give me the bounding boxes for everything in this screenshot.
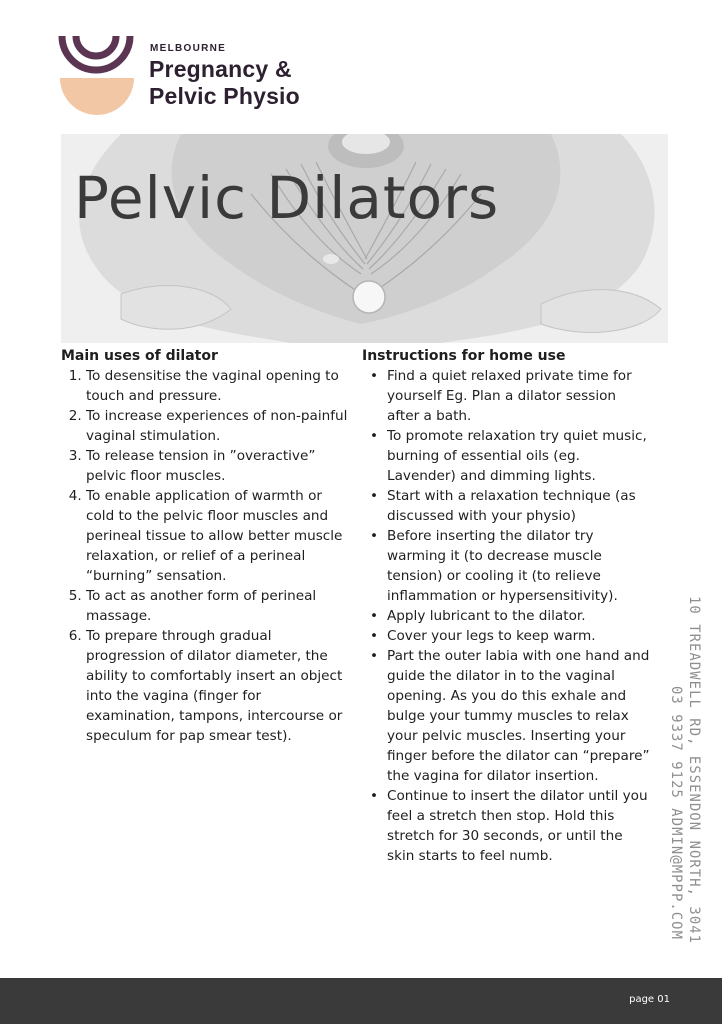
contact-address [668,596,708,956]
list-item: • Part the outer labia with one hand and guide the dilator in to the vaginal opening. As you do this exhale and bulge your tummy muscles to relax your pelvic muscles. Inserting your finger before the dilator can “prepare” the vagina for dilator insertion. [387,646,652,786]
instructions-heading: Instructions for home use [362,348,566,364]
list-item: • To promote relaxation try quiet music, burning of essential oils (eg. Lavender) and dimming lights. [387,426,652,486]
logo-mark-icon [58,32,138,118]
page-footer [0,978,722,1024]
list-item: 5. To act as another form of perineal massage. [86,586,351,626]
logo-line-1: Pregnancy & [149,56,292,82]
list-item: • Find a quiet relaxed private time for yourself Eg. Plan a dilator session after a bath. [387,366,652,426]
list-item: • Cover your legs to keep warm. [387,626,652,646]
list-item: • Continue to insert the dilator until you feel a stretch then stop. Hold this stretch for 30 seconds, or until the skin starts to feel numb. [387,786,652,866]
list-item: • Before inserting the dilator try warming it (to decrease muscle tension) or cooling it (to relieve inflammation or hypersensitivity). [387,526,652,606]
logo-small-text: MELBOURNE [150,43,227,54]
list-item: 4. To enable application of warmth or cold to the pelvic floor muscles and perineal tissue to allow better muscle relaxation, or relief of a perineal “burning” sensation. [86,486,351,586]
hero-banner [61,134,668,343]
instructions-list [362,366,652,866]
list-item: • Apply lubricant to the dilator. [387,606,652,626]
list-item: 3. To release tension in ”overactive” pelvic floor muscles. [86,446,351,486]
contact-line: 03 9337 9125 ADMIN@MPPP.COM [668,686,684,940]
list-item: • Start with a relaxation technique (as discussed with your physio) [387,486,652,526]
instructions-section [362,346,652,866]
page-title: Pelvic Dilators [74,164,500,232]
page-number: page 01 [629,994,670,1005]
address-line: 10 TREADWELL RD, ESSENDON NORTH, 3041 [686,596,702,945]
logo-line-2: Pelvic Physio [149,83,300,109]
brand-logo [58,32,328,118]
list-item: 6. To prepare through gradual progression of dilator diameter, the ability to comfortably insert an object into the vagina (finger for examination, tampons, intercourse or speculum for pap smear test). [86,626,351,746]
list-item: 2. To increase experiences of non-painful vaginal stimulation. [86,406,351,446]
list-item: 1. To desensitise the vaginal opening to touch and pressure. [86,366,351,406]
main-uses-heading: Main uses of dilator [61,348,218,364]
main-uses-section [61,346,351,746]
main-uses-list [61,366,351,746]
